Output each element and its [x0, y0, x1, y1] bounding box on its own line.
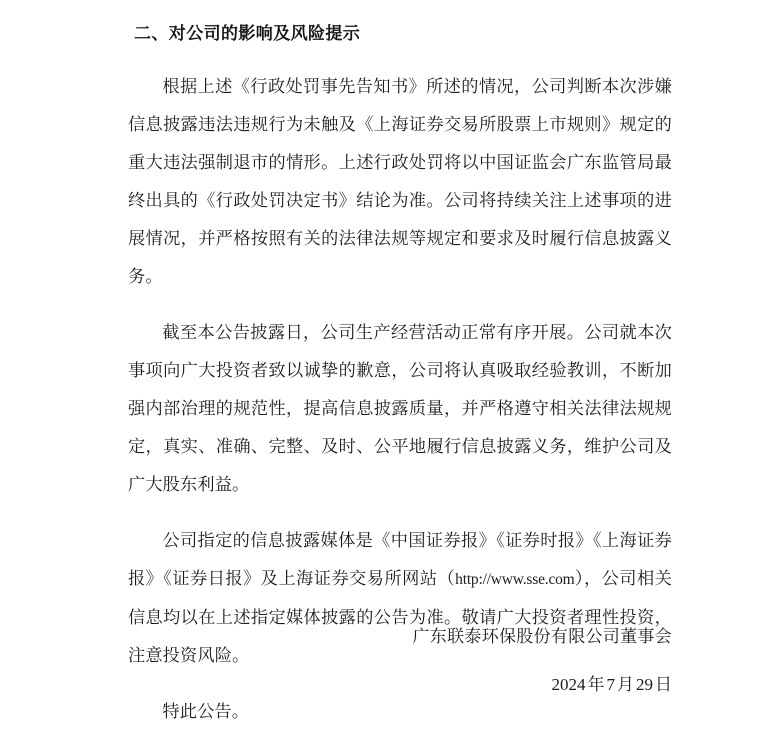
media-text-before-url: 公司指定的信息披露媒体是《中国证券报》《证券时报》《上海证券报》《证券日报》及上海证券交易所网站（	[128, 531, 672, 588]
paragraph-designated-media	[128, 522, 672, 675]
date-month-unit: 月	[617, 675, 634, 694]
date-year: 2024	[551, 675, 586, 694]
signature-date	[128, 670, 672, 700]
section-heading: 二、对公司的影响及风险提示	[134, 24, 361, 43]
paragraph-closing-notice: 特此公告。	[162, 702, 250, 721]
sse-website-url[interactable]: http://www.sse.com	[455, 571, 575, 588]
date-day-unit: 日	[655, 675, 672, 694]
date-day: 29	[636, 675, 653, 694]
signature-block	[128, 622, 672, 652]
paragraph-impact-and-risk: 根据上述《行政处罚事先告知书》所述的情况，公司判断本次涉嫌信息披露违法违规行为未触及《上海证券交易所股票上市规则》规定的重大违法强制退市的情形。上述行政处罚将以中国证监会广东监管局最终出具的《行政处罚决定书》结论为准。公司将持续关注上述事项的进展情况，并严格按照有关的法律法规等规定和要求及时履行信息披露义务。	[128, 77, 672, 286]
media-text-after-url: ），公司相关信息均以在上述指定媒体披露的公告为准。敬请广大投资者理性投资，注意投资风险。	[128, 569, 672, 665]
signature-company-name: 广东联泰环保股份有限公司董事会	[412, 627, 672, 646]
paragraph-operations-and-apology: 截至本公告披露日，公司生产经营活动正常有序开展。公司就本次事项向广大投资者致以诚挚的歉意，公司将认真吸取经验教训，不断加强内部治理的规范性，提高信息披露质量，并严格遵守相关法律法规规定，真实、准确、完整、及时、公平地履行信息披露义务，维护公司及广大股东利益。	[128, 323, 672, 494]
date-year-unit: 年	[587, 675, 605, 694]
date-month: 7	[606, 675, 615, 694]
